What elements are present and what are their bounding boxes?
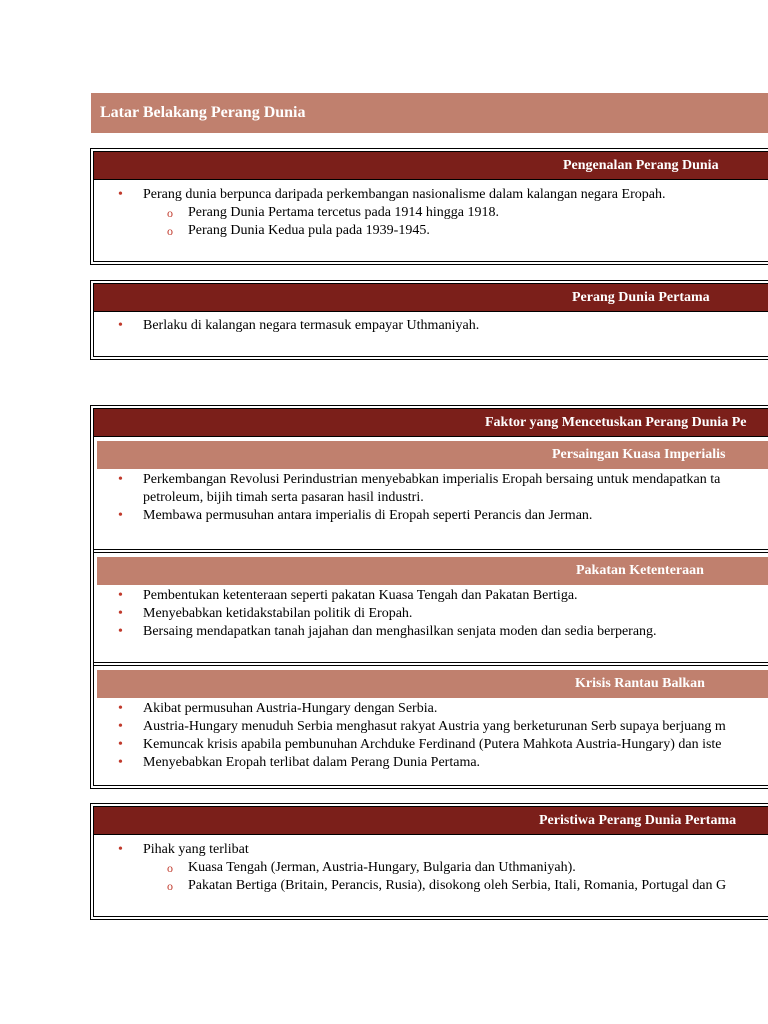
bullet-list — [94, 700, 768, 772]
list-item: o Perang Dunia Pertama tercetus pada 1914 hingga 1918. — [143, 204, 768, 222]
list-item: • Menyebabkan ketidakstabilan politik di Eropah. — [94, 605, 768, 623]
bullet-list — [94, 471, 768, 525]
list-item: • Berlaku di kalangan negara termasuk empayar Uthmaniyah. — [94, 317, 768, 335]
sub-list — [143, 859, 768, 895]
group-header-text: Persaingan Kuasa Imperialis — [552, 447, 726, 462]
divider — [94, 662, 768, 663]
section-header — [94, 409, 768, 437]
list-item: o Perang Dunia Kedua pula pada 1939-1945. — [143, 222, 768, 240]
bullet-list — [94, 317, 768, 335]
section-faktor — [90, 405, 768, 789]
bullet-list — [94, 841, 768, 895]
list-item: • Menyebabkan Eropah terlibat dalam Perang Dunia Pertama. — [94, 754, 768, 772]
page-title: Latar Belakang Perang Dunia — [91, 93, 768, 133]
list-item: o Pakatan Bertiga (Britain, Perancis, Rusia), disokong oleh Serbia, Itali, Romania, Portugal dan G — [143, 877, 768, 895]
list-item: • Austria-Hungary menuduh Serbia menghasut rakyat Austria yang berketurunan Serb supaya berjuang m — [94, 718, 768, 736]
sub-list — [143, 204, 768, 240]
list-item: • Perkembangan Revolusi Perindustrian menyebabkan imperialis Eropah bersaing untuk mendapatkan ta petroleum, bijih timah serta pasaran hasil industri. — [94, 471, 768, 507]
section-perang-dunia-pertama — [90, 280, 768, 360]
section-header-text: Pengenalan Perang Dunia — [563, 158, 719, 173]
section-header — [94, 807, 768, 835]
divider — [94, 665, 768, 666]
group-header-text: Pakatan Ketenteraan — [576, 563, 704, 578]
section-pengenalan — [90, 148, 768, 265]
section-header — [94, 284, 768, 312]
divider — [94, 549, 768, 550]
group-header — [97, 557, 768, 585]
list-item: o Kuasa Tengah (Jerman, Austria-Hungary, Bulgaria dan Uthmaniyah). — [143, 859, 768, 877]
section-header — [94, 152, 768, 180]
list-item: • Akibat permusuhan Austria-Hungary dengan Serbia. — [94, 700, 768, 718]
list-item: • Bersaing mendapatkan tanah jajahan dan menghasilkan senjata moden dan sedia berperang. — [94, 623, 768, 641]
bullet-list — [94, 587, 768, 641]
section-header-text: Faktor yang Mencetuskan Perang Dunia Pe — [485, 415, 747, 430]
section-header-text: Perang Dunia Pertama — [572, 290, 710, 305]
group-persaingan — [94, 441, 768, 549]
divider — [94, 552, 768, 553]
group-header — [97, 670, 768, 698]
list-item: • Perang dunia berpunca daripada perkembangan nasionalisme dalam kalangan negara Eropah. o Perang Dunia Pertama tercetus pada 1914 hingga 1918. o Perang Dunia Kedua pula pada 1939-1945. — [94, 186, 768, 240]
bullet-list — [94, 186, 768, 240]
list-item: • Pihak yang terlibat o Kuasa Tengah (Jerman, Austria-Hungary, Bulgaria dan Uthmaniyah). o Pakatan Bertiga (Britain, Perancis, Rusia), disokong oleh Serbia, Itali, Romania, Portugal dan G — [94, 841, 768, 895]
list-item: • Kemuncak krisis apabila pembunuhan Archduke Ferdinand (Putera Mahkota Austria-Hungary) dan iste — [94, 736, 768, 754]
section-peristiwa — [90, 803, 768, 920]
group-header — [97, 441, 768, 469]
group-header-text: Krisis Rantau Balkan — [575, 676, 705, 691]
group-pakatan — [94, 557, 768, 662]
list-item: • Membawa permusuhan antara imperialis di Eropah seperti Perancis dan Jerman. — [94, 507, 768, 525]
list-item: • Pembentukan ketenteraan seperti pakatan Kuasa Tengah dan Pakatan Bertiga. — [94, 587, 768, 605]
group-krisis-balkan — [94, 670, 768, 772]
section-header-text: Peristiwa Perang Dunia Pertama — [539, 813, 737, 828]
